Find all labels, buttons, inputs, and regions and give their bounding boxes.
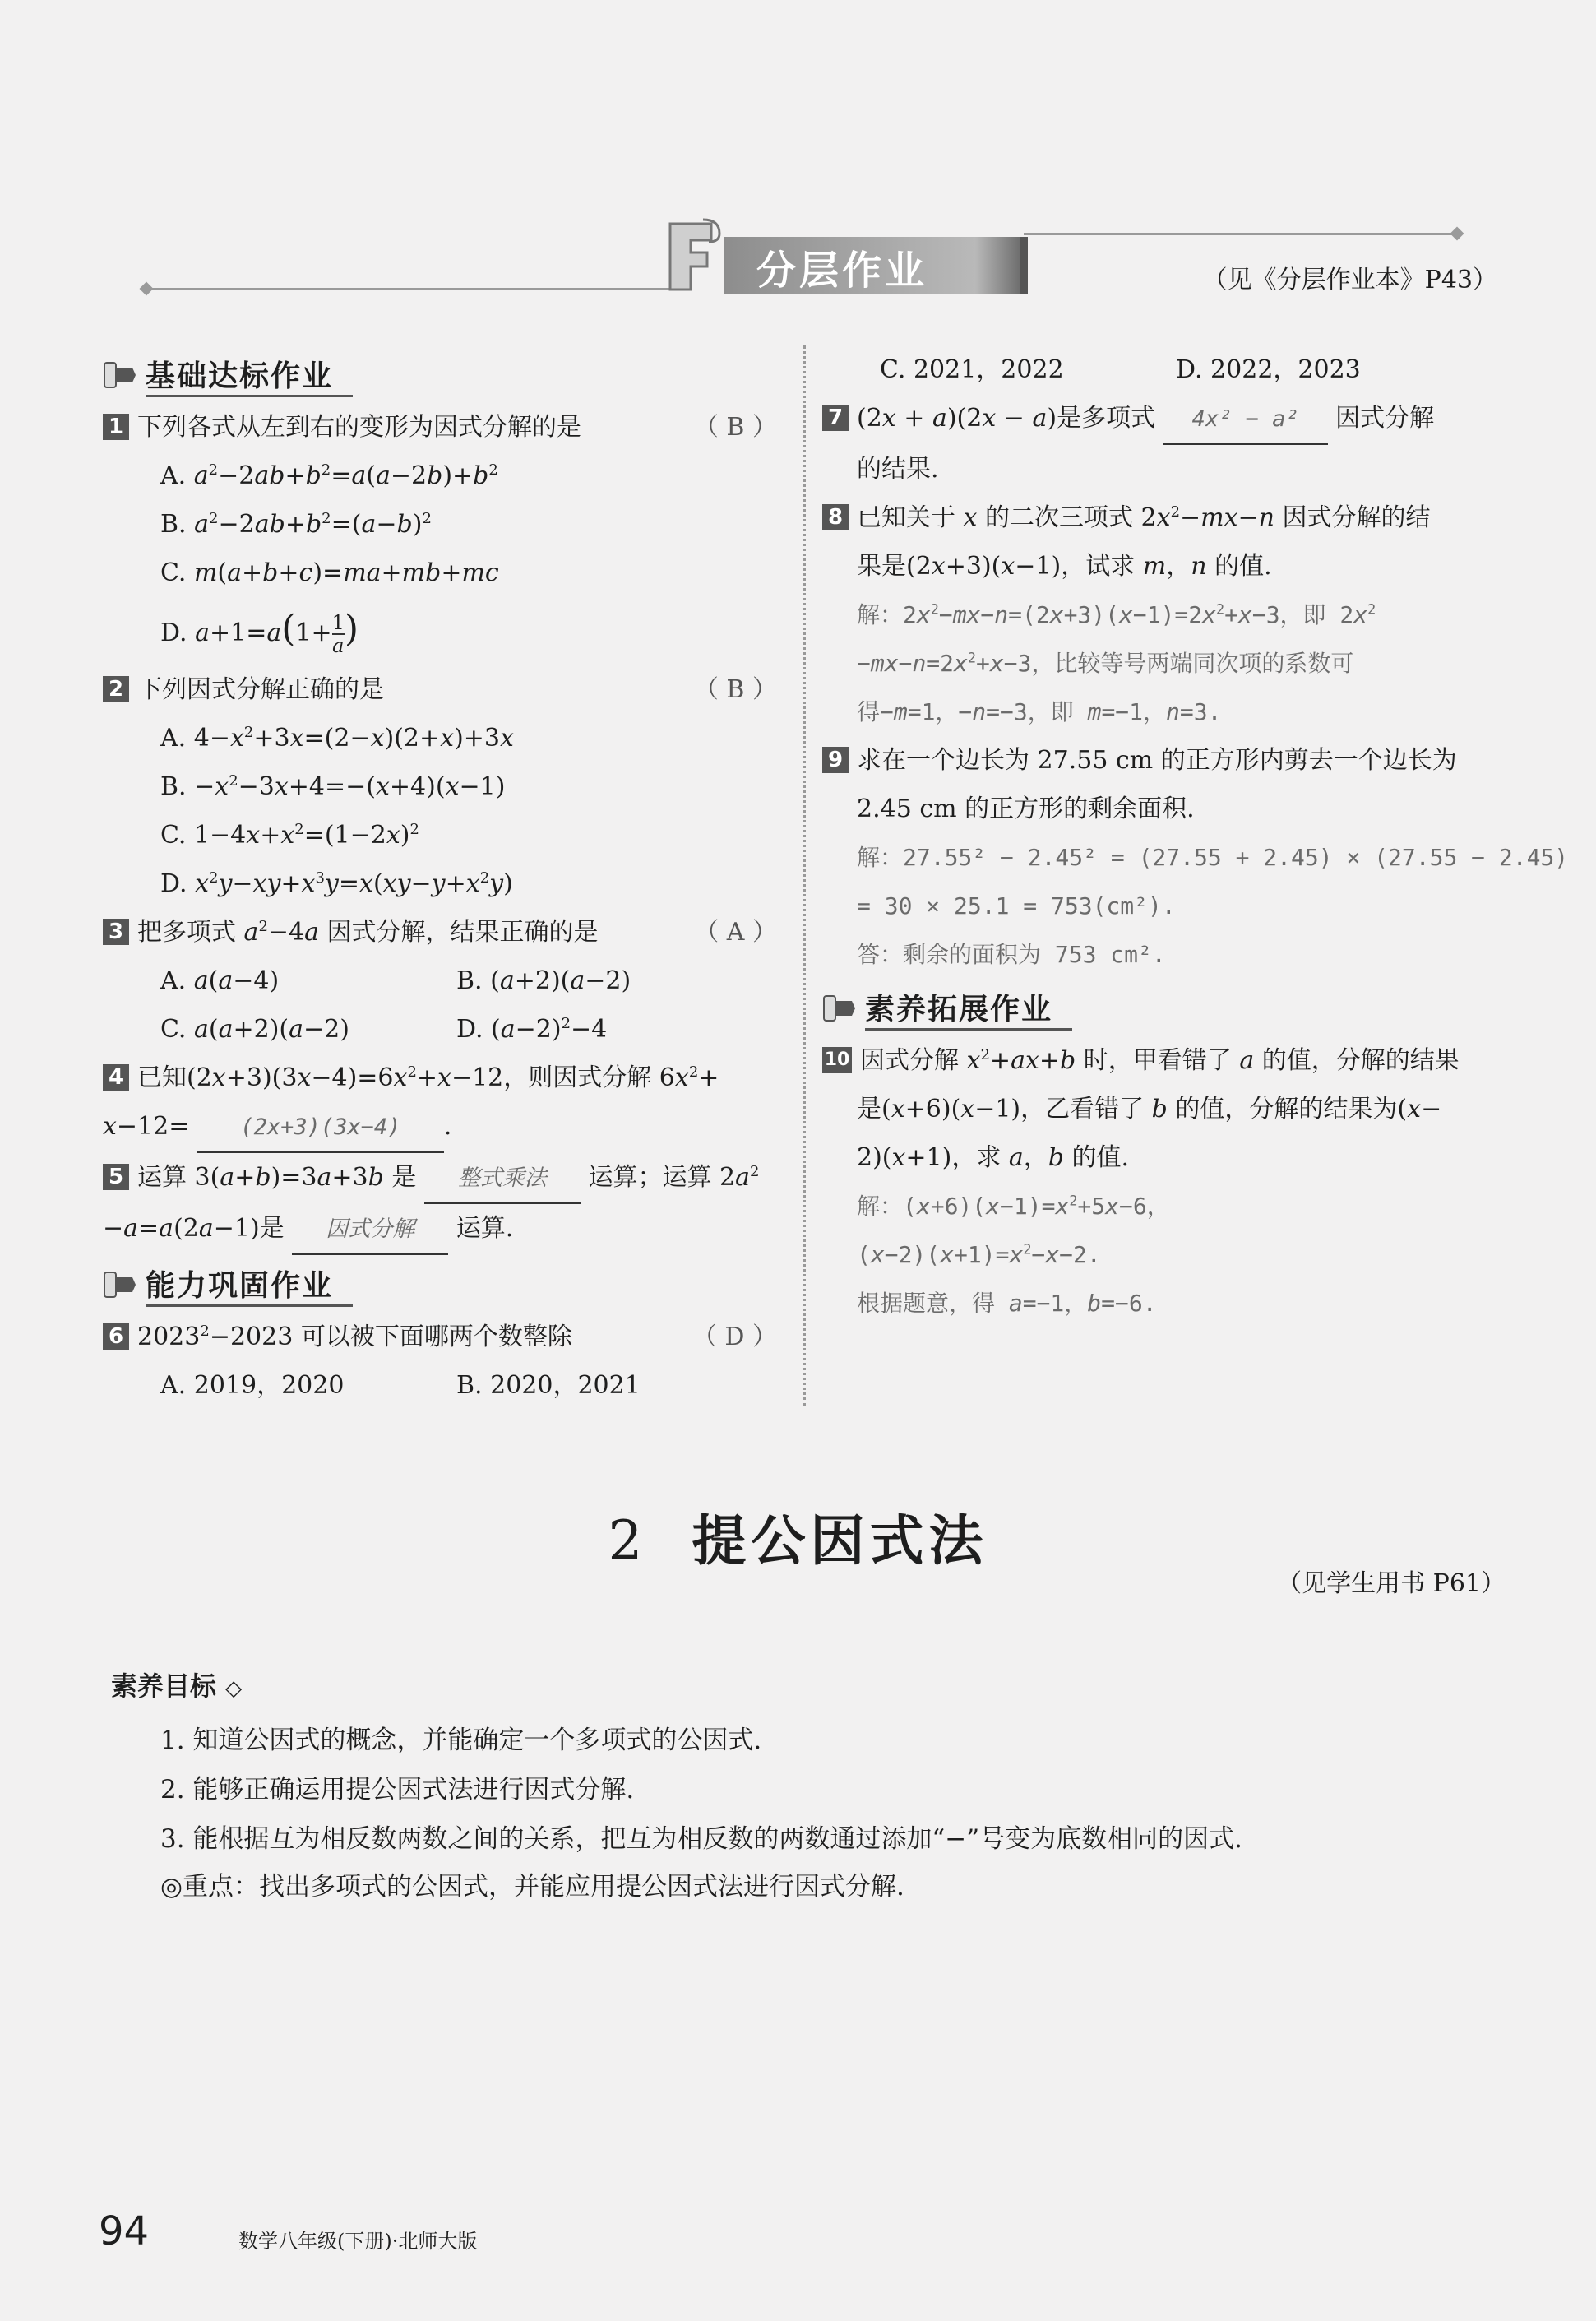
solution-line: $(x-2)(x+1)=x^2-x-2$. [857, 1240, 1101, 1268]
question-2 [103, 665, 785, 714]
question-stem: 可以被下面哪两个数整除 [300, 1323, 572, 1351]
question-9 [822, 736, 1505, 785]
question-9-cont: 2.45 cm 的正方形的剩余面积. [857, 795, 1195, 823]
section-extension [822, 985, 1505, 1031]
left-column [103, 345, 785, 1410]
solution-line: 解：$(x+6)(x-1)=x^2+5x-6$， [857, 1192, 1170, 1220]
header-rule-left [148, 288, 674, 290]
question-7-cont: 的结果. [857, 455, 939, 484]
hand-pointer-icon [103, 1267, 137, 1302]
hand-pointer-icon [822, 991, 857, 1026]
answer-blank: 因式分解 [292, 1205, 448, 1255]
option-b: B. $a^2-2ab+b^2=(a-b)^2$ [160, 510, 432, 539]
question-8-cont: 果是(2x+3)(x−1)，试求 m，n 的值. [857, 552, 1272, 581]
question-stem: 把多项式 [137, 918, 236, 947]
question-7: 7 (2x + a)(2x − a)是多项式 4x² − a² 因式分解 [822, 394, 1505, 445]
key-point: ◎重点：找出多项式的公因式，并能应用提公因式法进行因式分解. [160, 1872, 904, 1902]
solution-line: 解：27.55² − 2.45² = (27.55 + 2.45) × (27.55 − 2.45) [857, 844, 1569, 871]
question-number: 7 [822, 405, 849, 431]
goal-item: 3. 能根据互为相反数两数之间的关系，把互为相反数的两数通过添加“−”号变为底数相同的因式. [160, 1824, 1242, 1854]
q6-options-cd: C. 2021，2022 D. 2022，2023 [880, 355, 1361, 384]
question-number: 10 [822, 1047, 852, 1073]
option-d: D. a+1=a(1+ $\frac{1}{a}$ ) [160, 608, 359, 657]
goal-item: 1. 知道公因式的概念，并能确定一个多项式的公因式. [160, 1726, 762, 1755]
option-a: A. $a^2-2ab+b^2=a(a-2b)+b^2$ [160, 461, 498, 490]
question-answer: （ D ） [692, 1323, 777, 1351]
question-stem-rest: 因式分解，结果正确的是 [326, 918, 599, 947]
right-column [822, 345, 1569, 1327]
banner-title: 分层作业 [756, 248, 928, 294]
solution-line: 得−m=1，−n=−3，即 m=−1，n=3. [857, 698, 1222, 725]
book-name: 数学八年级(下册)·北师大版 [238, 2230, 478, 2253]
banner-emblem-icon [666, 215, 724, 294]
header-rule-right [1024, 233, 1455, 235]
hand-pointer-icon [103, 358, 137, 392]
question-5-cont: −a=a(2a−1)是 因式分解 运算. [103, 1204, 785, 1255]
question-stem: 求在一个边长为 27.55 cm 的正方形内剪去一个边长为 [857, 746, 1457, 775]
option-d: D. $x^2y-xy+x^3y=x(xy-y+x^2y)$ [160, 869, 513, 898]
question-number: 3 [103, 919, 129, 945]
section-title: 素养拓展作业 [865, 986, 1072, 1031]
option-b: B. $-x^2-3x+4=-(x+4)(x-1)$ [160, 772, 506, 801]
answer-blank: 4x² − a² [1163, 395, 1328, 445]
section-title: 基础达标作业 [146, 353, 353, 397]
question-5: 5 运算 3(a+b)=3a+3b 是 整式乘法 运算；运算 $2a^2$ [103, 1153, 785, 1204]
question-10-cont: 是(x+6)(x−1)，乙看错了 b 的值，分解的结果为(x− [857, 1095, 1442, 1123]
question-4: 4 已知$(2x+3)(3x-4)=6x^2+x-12$，则因式分解 $6x^2+$ [103, 1054, 785, 1102]
solution-line: 根据题意，得 a=−1，b=−6. [857, 1290, 1157, 1317]
question-number: 4 [103, 1064, 129, 1091]
section-basic [103, 352, 785, 398]
section-ability [103, 1262, 785, 1308]
question-10: 10 因式分解 $x^2+ax+b$ 时，甲看错了 a 的值，分解的结果 [822, 1036, 1505, 1085]
chapter-reference: （见学生用书 P61） [1277, 1569, 1506, 1598]
column-divider [803, 345, 806, 1406]
question-number: 2 [103, 676, 129, 702]
option-c: C. m(a+b+c)=ma+mb+mc [160, 558, 499, 587]
section-title: 能力巩固作业 [146, 1262, 353, 1307]
question-6: 6 $2023^2-2023$ 可以被下面哪两个数整除 （ D ） [103, 1313, 785, 1361]
question-3: 3 把多项式 $a^2-4a$ 因式分解，结果正确的是 （ A ） [103, 908, 785, 957]
solution-line: 解：$2x^2-mx-n=(2x+3)(x-1)=2x^2+x-3$，即 $2x^2$ [857, 600, 1376, 628]
question-8: 8 已知关于 x 的二次三项式 $2x^2-mx-n$ 因式分解的结 [822, 493, 1505, 542]
page-number: 94 [99, 2208, 150, 2254]
question-1 [103, 403, 785, 452]
answer-blank: 整式乘法 [424, 1154, 581, 1204]
options-cd: C. a(a+2)(a−2) D. $(a-2)^2-4$ [160, 1015, 608, 1044]
solution-line: 答：剩余的面积为 753 cm². [857, 941, 1166, 968]
question-number: 8 [822, 504, 849, 530]
solution-line: = 30 × 25.1 = 753(cm²). [857, 892, 1176, 920]
question-stem: 下列各式从左到右的变形为因式分解的是 [137, 413, 581, 442]
question-10-cont: 2)(x+1)，求 a，b 的值. [857, 1143, 1130, 1172]
question-number: 5 [103, 1164, 129, 1190]
goals-heading: 素养目标 ◇ [111, 1670, 243, 1702]
option-c: C. $1-4x+x^2=(1-2x)^2$ [160, 821, 419, 850]
chapter-number: 2 [608, 1509, 643, 1573]
chapter-title: 提公因式法 [692, 1508, 988, 1573]
goal-item: 2. 能够正确运用提公因式法进行因式分解. [160, 1775, 635, 1804]
question-answer: （ B ） [693, 675, 777, 704]
solution-line: $-mx-n=2x^2+x-3$，比较等号两端同次项的系数可 [857, 649, 1354, 677]
option-a: A. $4-x^2+3x=(2-x)(2+x)+3x$ [160, 724, 514, 753]
question-number: 6 [103, 1323, 129, 1350]
options-ab: A. a(a−4) B. (a+2)(a−2) [160, 966, 631, 995]
question-stem: 下列因式分解正确的是 [137, 675, 384, 704]
question-number: 1 [103, 414, 129, 440]
question-number: 9 [822, 747, 849, 773]
options-ab: A. 2019，2020 B. 2020，2021 [160, 1371, 641, 1400]
question-4-cont: x−12= (2x+3)(3x−4) . [103, 1102, 785, 1153]
diamond-icon: ◇ [225, 1676, 243, 1701]
banner-reference: （见《分层作业本》P43） [1202, 266, 1497, 294]
question-answer: （ A ） [694, 918, 777, 947]
question-answer: （ B ） [693, 413, 777, 442]
answer-blank: (2x+3)(3x−4) [197, 1103, 444, 1153]
